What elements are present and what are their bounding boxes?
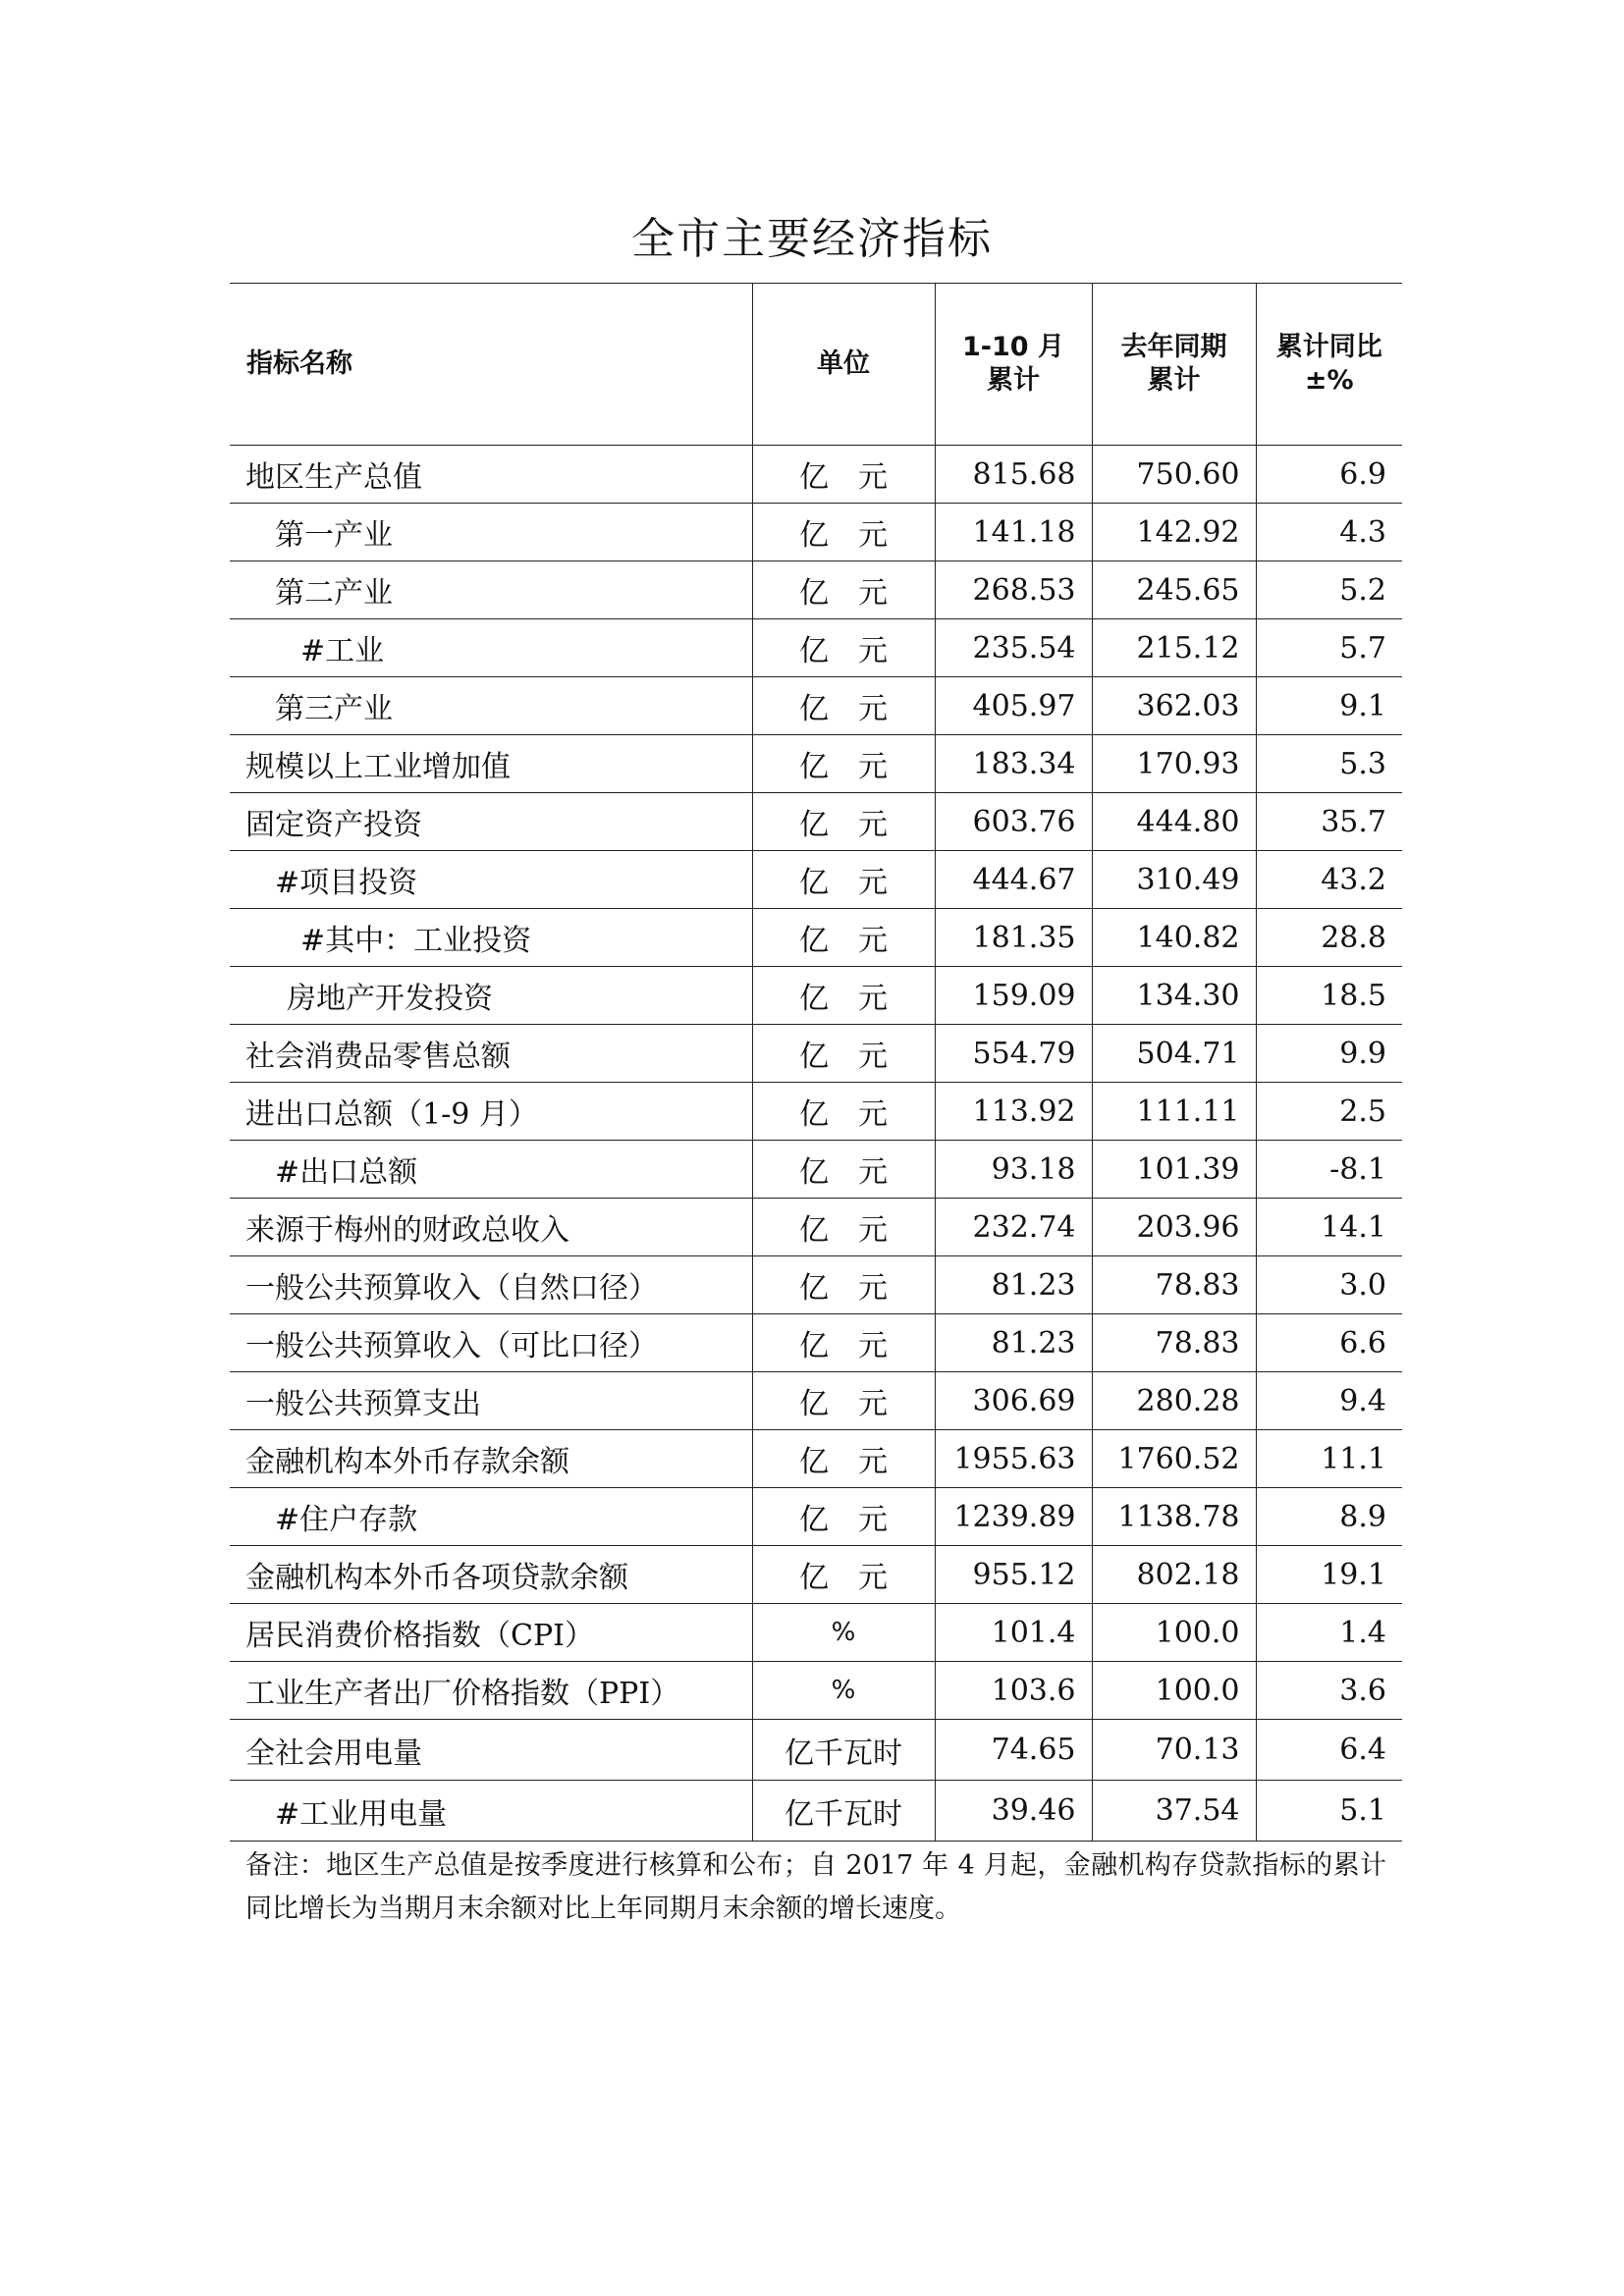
row-current: 93.18 — [935, 1141, 1092, 1199]
row-last-year: 134.30 — [1092, 967, 1256, 1025]
row-unit: 亿 元 — [752, 504, 935, 561]
row-name: 一般公共预算支出 — [230, 1372, 752, 1430]
row-name: 金融机构本外币存款余额 — [230, 1430, 752, 1488]
row-growth: -8.1 — [1256, 1141, 1402, 1199]
table-row — [230, 851, 1402, 909]
row-name: #住户存款 — [230, 1488, 752, 1546]
row-growth: 5.7 — [1256, 619, 1402, 677]
header-growth-line1: 累计同比 — [1275, 332, 1382, 362]
row-growth: 3.6 — [1256, 1662, 1402, 1720]
row-last-year: 1760.52 — [1092, 1430, 1256, 1488]
header-indicator-name: 指标名称 — [230, 284, 752, 446]
row-name: 房地产开发投资 — [230, 967, 752, 1025]
row-current: 141.18 — [935, 504, 1092, 561]
row-name: #工业 — [230, 619, 752, 677]
header-unit: 单位 — [752, 284, 935, 446]
row-current: 74.65 — [935, 1720, 1092, 1781]
row-last-year: 142.92 — [1092, 504, 1256, 561]
table-row — [230, 1720, 1402, 1781]
table-row — [230, 677, 1402, 735]
table-row — [230, 1430, 1402, 1488]
row-last-year: 362.03 — [1092, 677, 1256, 735]
header-yoy-growth — [1256, 284, 1402, 446]
row-name: 全社会用电量 — [230, 1720, 752, 1781]
row-unit: 亿千瓦时 — [752, 1781, 935, 1842]
row-growth: 5.3 — [1256, 735, 1402, 793]
row-name: 固定资产投资 — [230, 793, 752, 851]
table-row — [230, 1372, 1402, 1430]
table-row — [230, 967, 1402, 1025]
header-last-year-line1: 去年同期 — [1120, 332, 1227, 362]
row-growth: 18.5 — [1256, 967, 1402, 1025]
row-current: 183.34 — [935, 735, 1092, 793]
table-row — [230, 619, 1402, 677]
header-current-line2: 累计 — [987, 365, 1040, 396]
row-current: 103.6 — [935, 1662, 1092, 1720]
row-growth: 5.2 — [1256, 561, 1402, 619]
table-header-row — [230, 284, 1402, 446]
row-last-year: 1138.78 — [1092, 1488, 1256, 1546]
row-growth: 4.3 — [1256, 504, 1402, 561]
row-current: 159.09 — [935, 967, 1092, 1025]
row-current: 603.76 — [935, 793, 1092, 851]
row-growth: 2.5 — [1256, 1083, 1402, 1141]
row-last-year: 111.11 — [1092, 1083, 1256, 1141]
indicators-table — [230, 283, 1402, 1842]
table-row — [230, 1604, 1402, 1662]
header-current-cumulative — [935, 284, 1092, 446]
row-current: 101.4 — [935, 1604, 1092, 1662]
page-title: 全市主要经济指标 — [631, 214, 993, 264]
row-unit: 亿 元 — [752, 1430, 935, 1488]
row-current: 1239.89 — [935, 1488, 1092, 1546]
row-unit: 亿 元 — [752, 909, 935, 967]
row-unit: 亿 元 — [752, 1083, 935, 1141]
row-unit: % — [752, 1662, 935, 1720]
table-row — [230, 1256, 1402, 1314]
row-current: 306.69 — [935, 1372, 1092, 1430]
row-current: 268.53 — [935, 561, 1092, 619]
row-current: 554.79 — [935, 1025, 1092, 1083]
table-row — [230, 446, 1402, 504]
row-name: #项目投资 — [230, 851, 752, 909]
row-current: 444.67 — [935, 851, 1092, 909]
row-name: 第三产业 — [230, 677, 752, 735]
row-growth: 35.7 — [1256, 793, 1402, 851]
row-last-year: 280.28 — [1092, 1372, 1256, 1430]
row-last-year: 78.83 — [1092, 1256, 1256, 1314]
header-current-line1: 1-10 月 — [962, 332, 1064, 362]
row-name: 居民消费价格指数（CPI） — [230, 1604, 752, 1662]
row-current: 232.74 — [935, 1199, 1092, 1256]
row-unit: 亿 元 — [752, 735, 935, 793]
row-last-year: 37.54 — [1092, 1781, 1256, 1842]
table-row — [230, 1083, 1402, 1141]
row-growth: 3.0 — [1256, 1256, 1402, 1314]
row-last-year: 750.60 — [1092, 446, 1256, 504]
row-growth: 28.8 — [1256, 909, 1402, 967]
row-last-year: 802.18 — [1092, 1546, 1256, 1604]
row-growth: 43.2 — [1256, 851, 1402, 909]
row-name: #其中：工业投资 — [230, 909, 752, 967]
row-unit: 亿 元 — [752, 1546, 935, 1604]
header-last-year-line2: 累计 — [1147, 365, 1201, 396]
row-name: 第一产业 — [230, 504, 752, 561]
row-last-year: 170.93 — [1092, 735, 1256, 793]
row-growth: 9.4 — [1256, 1372, 1402, 1430]
row-last-year: 101.39 — [1092, 1141, 1256, 1199]
row-last-year: 504.71 — [1092, 1025, 1256, 1083]
table-row — [230, 561, 1402, 619]
row-name: 进出口总额（1-9 月） — [230, 1083, 752, 1141]
row-last-year: 140.82 — [1092, 909, 1256, 967]
row-growth: 6.6 — [1256, 1314, 1402, 1372]
row-current: 235.54 — [935, 619, 1092, 677]
row-growth: 14.1 — [1256, 1199, 1402, 1256]
table-row — [230, 1488, 1402, 1546]
table-row — [230, 1314, 1402, 1372]
table-row — [230, 909, 1402, 967]
table-footnote: 备注：地区生产总值是按季度进行核算和公布；自 2017 年 4 月起，金融机构存贷款指标的累计同比增长为当期月末余额对比上年同期月末余额的增长速度。 — [245, 1850, 1386, 1924]
row-current: 955.12 — [935, 1546, 1092, 1604]
row-name: #出口总额 — [230, 1141, 752, 1199]
row-unit: 亿 元 — [752, 446, 935, 504]
row-last-year: 100.0 — [1092, 1662, 1256, 1720]
table-row — [230, 735, 1402, 793]
row-last-year: 310.49 — [1092, 851, 1256, 909]
row-unit: 亿 元 — [752, 1025, 935, 1083]
row-last-year: 78.83 — [1092, 1314, 1256, 1372]
row-current: 113.92 — [935, 1083, 1092, 1141]
row-last-year: 100.0 — [1092, 1604, 1256, 1662]
row-name: 规模以上工业增加值 — [230, 735, 752, 793]
table-row — [230, 1662, 1402, 1720]
row-growth: 11.1 — [1256, 1430, 1402, 1488]
row-last-year: 215.12 — [1092, 619, 1256, 677]
row-unit: 亿千瓦时 — [752, 1720, 935, 1781]
table-row — [230, 793, 1402, 851]
row-name: 金融机构本外币各项贷款余额 — [230, 1546, 752, 1604]
row-unit: 亿 元 — [752, 1141, 935, 1199]
row-growth: 6.9 — [1256, 446, 1402, 504]
row-unit: 亿 元 — [752, 967, 935, 1025]
row-name: 社会消费品零售总额 — [230, 1025, 752, 1083]
row-current: 81.23 — [935, 1256, 1092, 1314]
row-unit: 亿 元 — [752, 561, 935, 619]
row-current: 405.97 — [935, 677, 1092, 735]
row-name: 来源于梅州的财政总收入 — [230, 1199, 752, 1256]
table-row — [230, 1141, 1402, 1199]
row-unit: 亿 元 — [752, 1372, 935, 1430]
row-name: #工业用电量 — [230, 1781, 752, 1842]
table-row — [230, 1025, 1402, 1083]
row-unit: 亿 元 — [752, 1199, 935, 1256]
row-last-year: 245.65 — [1092, 561, 1256, 619]
row-growth: 6.4 — [1256, 1720, 1402, 1781]
row-name: 第二产业 — [230, 561, 752, 619]
row-last-year: 70.13 — [1092, 1720, 1256, 1781]
row-name: 工业生产者出厂价格指数（PPI） — [230, 1662, 752, 1720]
row-unit: 亿 元 — [752, 851, 935, 909]
table-row — [230, 1546, 1402, 1604]
table-row — [230, 1199, 1402, 1256]
table-row — [230, 504, 1402, 561]
row-current: 1955.63 — [935, 1430, 1092, 1488]
row-name: 地区生产总值 — [230, 446, 752, 504]
row-growth: 5.1 — [1256, 1781, 1402, 1842]
row-unit: 亿 元 — [752, 1488, 935, 1546]
row-name: 一般公共预算收入（可比口径） — [230, 1314, 752, 1372]
row-last-year: 444.80 — [1092, 793, 1256, 851]
row-growth: 19.1 — [1256, 1546, 1402, 1604]
row-growth: 8.9 — [1256, 1488, 1402, 1546]
row-unit: 亿 元 — [752, 677, 935, 735]
row-growth: 9.1 — [1256, 677, 1402, 735]
row-growth: 1.4 — [1256, 1604, 1402, 1662]
header-last-year-cumulative — [1092, 284, 1256, 446]
row-name: 一般公共预算收入（自然口径） — [230, 1256, 752, 1314]
row-current: 39.46 — [935, 1781, 1092, 1842]
row-growth: 9.9 — [1256, 1025, 1402, 1083]
row-unit: % — [752, 1604, 935, 1662]
row-current: 81.23 — [935, 1314, 1092, 1372]
header-growth-line2: ±% — [1304, 365, 1354, 396]
row-last-year: 203.96 — [1092, 1199, 1256, 1256]
row-unit: 亿 元 — [752, 1256, 935, 1314]
table-row — [230, 1781, 1402, 1842]
row-unit: 亿 元 — [752, 1314, 935, 1372]
row-current: 815.68 — [935, 446, 1092, 504]
row-current: 181.35 — [935, 909, 1092, 967]
row-unit: 亿 元 — [752, 619, 935, 677]
row-unit: 亿 元 — [752, 793, 935, 851]
